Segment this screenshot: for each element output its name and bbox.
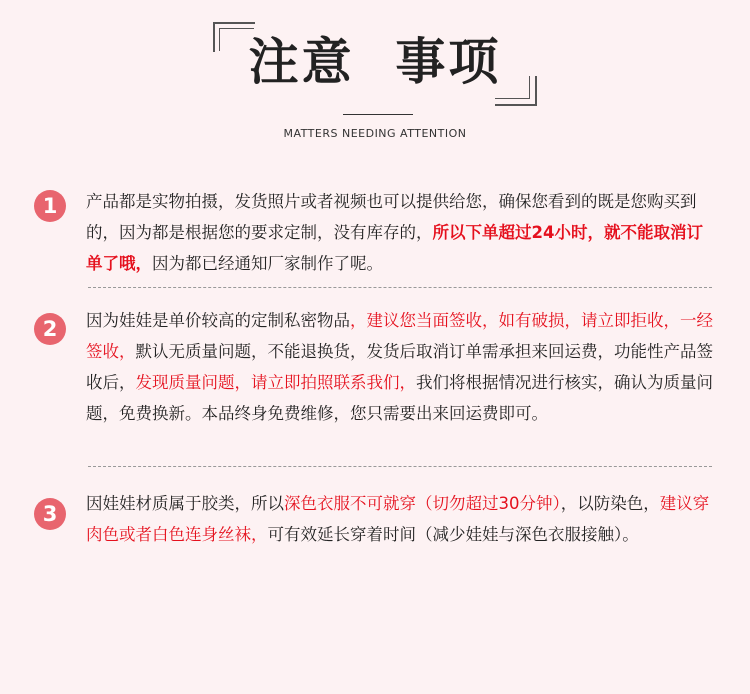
highlight-text-segment: 发现质量问题，请立即拍照联系我们， xyxy=(135,373,416,392)
text-segment: ，以防染色， xyxy=(560,494,660,513)
text-segment: 我们将根据情况进行核实，确认为质量问题，免费换新。本品终身免费维修，您只需要出来回运费即可。 xyxy=(86,373,713,423)
highlight-text-segment: 建议穿肉色或者白色连身丝袜， xyxy=(86,494,710,544)
highlight-text-segment: 深色衣服不可就穿（切勿超过30分钟） xyxy=(284,494,561,513)
highlight-text-segment: ，建议您当面签收，如有破损，请立即拒收，一经签收， xyxy=(86,311,713,361)
header xyxy=(0,0,750,150)
number-badge: 1 xyxy=(34,190,66,222)
text-segment: 默认无质量问题，不能退换货，发货后取消订单需承担来回运费，功能性产品签收后， xyxy=(86,342,713,392)
notice-text xyxy=(86,186,716,279)
divider xyxy=(88,287,712,288)
text-segment: 因为都已经通知厂家制作了呢。 xyxy=(152,254,383,273)
text-segment: 产品都是实物拍摄，发货照片或者视频也可以提供给您，确保您看到的既是您购买到的，因为都是根据您的要求定制，没有库存的， xyxy=(86,192,697,242)
text-segment: 可有效延长穿着时间（减少娃娃与深色衣服接触）。 xyxy=(267,525,639,544)
page-subtitle: MATTERS NEEDING ATTENTION xyxy=(283,127,467,140)
text-segment: 因为娃娃是单价较高的定制私密物品 xyxy=(86,311,350,330)
title-underline xyxy=(343,114,413,115)
page-title: 注意 事项 xyxy=(248,33,502,91)
notice-text xyxy=(86,488,716,550)
corner-bracket-bottom-right-inner xyxy=(495,76,530,99)
divider xyxy=(88,466,712,467)
number-badge: 2 xyxy=(34,313,66,345)
number-badge: 3 xyxy=(34,498,66,530)
notice-text xyxy=(86,305,716,429)
highlight-text-segment: 所以下单超过24小时，就不能取消订单了哦， xyxy=(86,223,703,273)
text-segment: 因娃娃材质属于胶类，所以 xyxy=(86,494,284,513)
